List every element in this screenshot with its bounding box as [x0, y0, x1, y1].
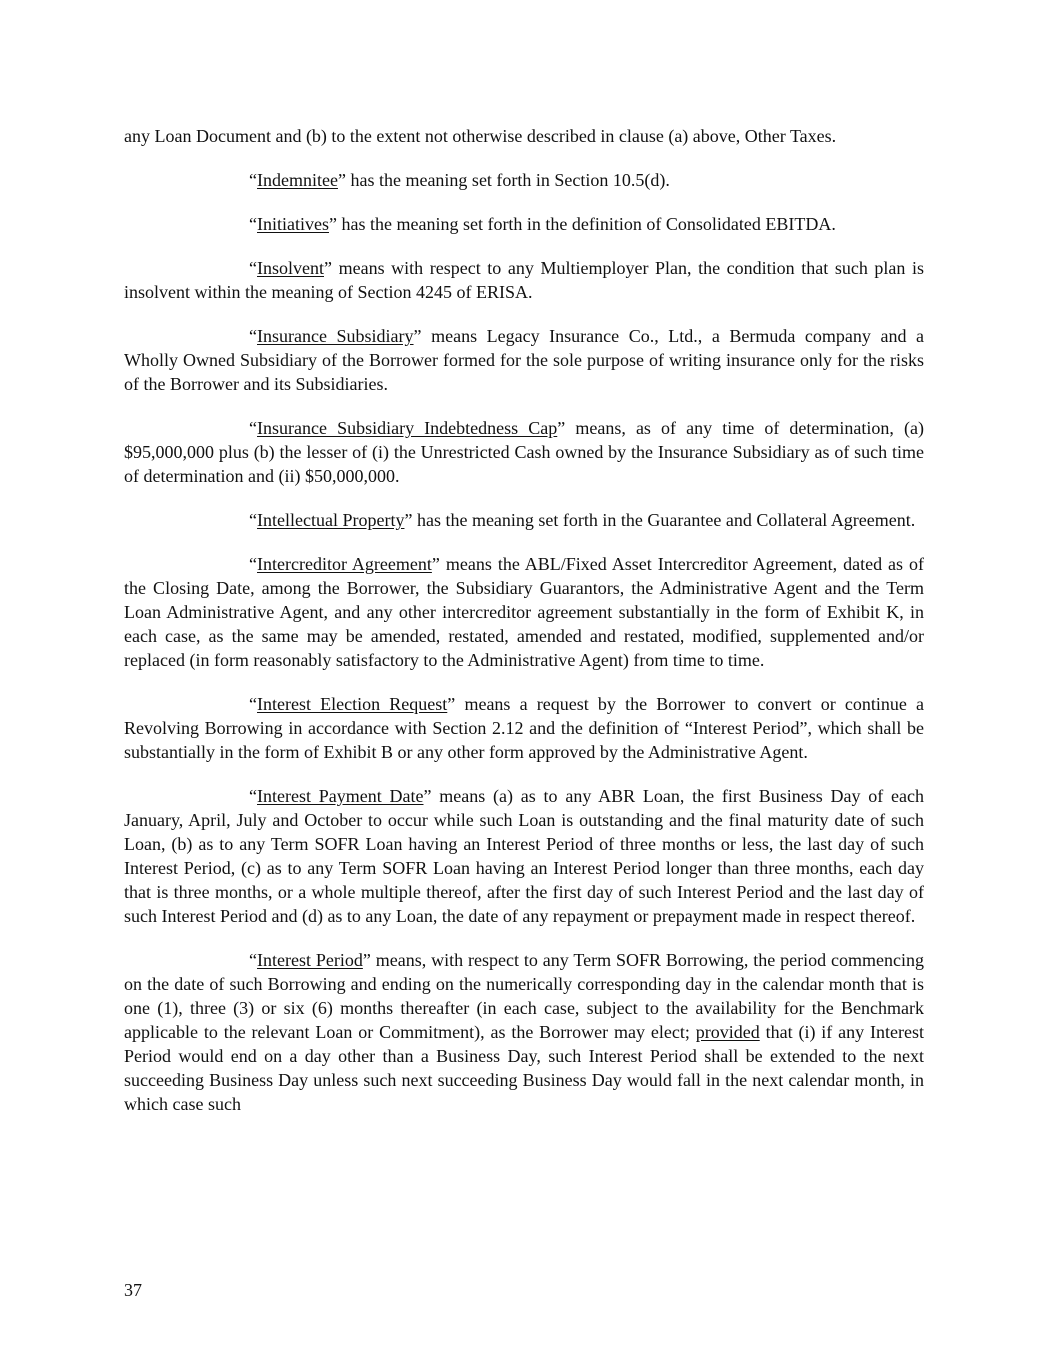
close-quote: ”: [431, 554, 440, 574]
definition-interest-election-request: [124, 692, 924, 764]
close-quote: ”: [423, 786, 432, 806]
defined-term: Indemnitee: [257, 170, 338, 190]
definition-insurance-subsidiary-indebtedness-cap: [124, 416, 924, 488]
open-quote: “: [249, 214, 257, 234]
defined-term: Initiatives: [257, 214, 329, 234]
definition-insolvent: [124, 256, 924, 304]
close-quote: ”: [328, 214, 337, 234]
page-number: 37: [124, 1280, 142, 1300]
open-quote: “: [249, 258, 257, 278]
close-quote: ”: [557, 418, 566, 438]
definition-indemnitee: [124, 168, 924, 192]
definition-text: that (i) if any Interest Period would end on a day other than a Business Day, such Interest Period shall be extended to the next succeeding Business Day unless such next succeeding Business Day would fall in the next calendar month, in which case such: [124, 1022, 924, 1114]
definition-text: has the meaning set forth in Section 10.5(d).: [345, 170, 670, 190]
close-quote: ”: [413, 326, 422, 346]
open-quote: “: [249, 694, 257, 714]
definition-text: means, as of any time of determination, (a) $95,000,000 plus (b) the lesser of (i) the Unrestricted Cash owned by the Insurance Subsidiary as of such time of determination and (ii) $50,000,000.: [124, 418, 924, 486]
defined-term: Interest Election Request: [257, 694, 448, 714]
definition-text: means, with respect to any Term SOFR Borrowing, the period commencing on the date of such Borrowing and ending on the numerically corresponding day in the calendar month that is one (1), three (3) or six (6) months thereafter (in each case, subject to the availability for the Benchmark applicable to the relevant Loan or Commitment), as the Borrower may elect;: [124, 950, 925, 1042]
definition-text: means a request by the Borrower to convert or continue a Revolving Borrowing in accordance with Section 2.12 and the definition of “Interest Period”, which shall be substantially in the form of Exhibit B or any other form approved by the Administrative Agent.: [124, 694, 924, 762]
open-quote: “: [249, 950, 257, 970]
open-quote: “: [249, 786, 257, 806]
defined-term: Interest Period: [257, 950, 363, 970]
open-quote: “: [249, 170, 257, 190]
document-page: [124, 124, 924, 1136]
open-quote: “: [249, 418, 257, 438]
open-quote: “: [249, 554, 257, 574]
definition-text: means the ABL/Fixed Asset Intercreditor Agreement, dated as of the Closing Date, among the Borrower, the Subsidiary Guarantors, the Administrative Agent and the Term Loan Administrative Agent, and any other intercreditor agreement substantially in the form of Exhibit K, in each case, as the same may be amended, restated, amended and restated, modified, supplemented and/or replaced (in form reasonably satisfactory to the Administrative Agent) from time to time.: [124, 554, 924, 670]
definition-text: has the meaning set forth in the definition of Consolidated EBITDA.: [336, 214, 836, 234]
definition-text: has the meaning set forth in the Guarantee and Collateral Agreement.: [412, 510, 916, 530]
continuation-paragraph: any Loan Document and (b) to the extent not otherwise described in clause (a) above, Other Taxes.: [124, 126, 837, 146]
definition-intellectual-property: [124, 508, 924, 532]
definition-text: means Legacy Insurance Co., Ltd., a Bermuda company and a Wholly Owned Subsidiary of the Borrower formed for the sole purpose of writing insurance only for the risks of the Borrower and its Subsidiaries.: [124, 326, 924, 394]
definition-interest-period: [124, 948, 924, 1116]
defined-term: Intercreditor Agreement: [257, 554, 432, 574]
close-quote: ”: [324, 258, 332, 278]
close-quote: ”: [404, 510, 413, 530]
defined-term: Intellectual Property: [257, 510, 405, 530]
close-quote: ”: [447, 694, 456, 714]
definition-text: means with respect to any Multiemployer Plan, the condition that such plan is insolvent within the meaning of Section 4245 of ERISA.: [124, 258, 924, 302]
definition-interest-payment-date: [124, 784, 924, 928]
provided-term: provided: [695, 1022, 760, 1042]
close-quote: ”: [362, 950, 371, 970]
defined-term: Insurance Subsidiary: [257, 326, 414, 346]
open-quote: “: [249, 510, 257, 530]
open-quote: “: [249, 326, 257, 346]
defined-term: Interest Payment Date: [257, 786, 424, 806]
definition-initiatives: [124, 212, 924, 236]
defined-term: Insolvent: [257, 258, 324, 278]
definition-text: means (a) as to any ABR Loan, the first Business Day of each January, April, July and October to occur while such Loan is outstanding and the final maturity date of such Loan, (b) as to any Term SOFR Loan having an Interest Period of three months or less, the last day of such Interest Period, (c) as to any Term SOFR Loan having an Interest Period longer than three months, each day that is three months, or a whole multiple thereof, after the first day of such Interest Period and the last day of such Interest Period and (d) as to any Loan, the date of any repayment or prepayment made in respect thereof.: [124, 786, 924, 926]
definition-intercreditor-agreement: [124, 552, 924, 672]
defined-term: Insurance Subsidiary Indebtedness Cap: [257, 418, 558, 438]
definition-insurance-subsidiary: [124, 324, 924, 396]
close-quote: ”: [337, 170, 346, 190]
